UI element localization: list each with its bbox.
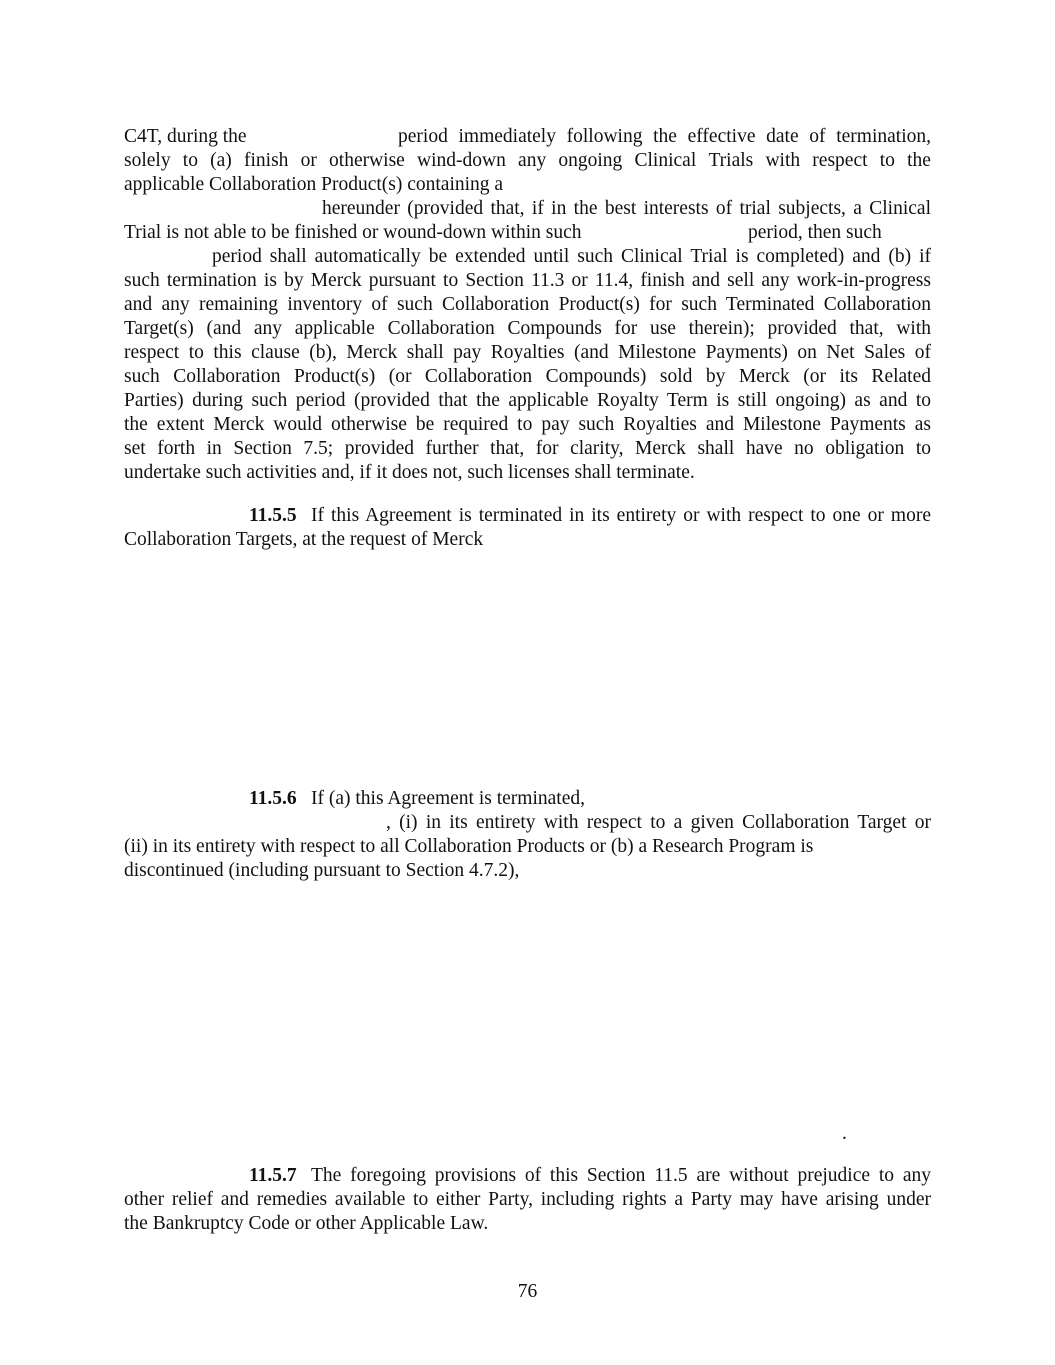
text-line: other relief and remedies available to either Party, including rights a Party may have arising under <box>124 1189 931 1210</box>
text-line: C4T, during the <box>124 126 247 147</box>
section-number: 11.5.7 <box>249 1165 297 1186</box>
word: otherwise <box>329 150 405 171</box>
word: Trials <box>708 150 754 171</box>
word: (a) <box>210 150 232 171</box>
word: the <box>907 150 931 171</box>
word: Clinical <box>634 150 697 171</box>
text-line: , (i) in its entirety with respect to a given Collaboration Target or <box>386 812 931 833</box>
text-line: the extent Merck would otherwise be required to pay such Royalties and Milestone Payments as <box>124 414 931 435</box>
text-line: and any remaining inventory of such Collaboration Product(s) for such Terminated Collaboration <box>124 294 931 315</box>
text-line: (ii) in its entirety with respect to all Collaboration Products or (b) a Research Program is <box>124 836 814 857</box>
trailing-period: . <box>842 1123 847 1144</box>
text-line: the Bankruptcy Code or other Applicable Law. <box>124 1213 489 1234</box>
text-line: If (a) this Agreement is terminated, <box>311 788 585 809</box>
text-line <box>124 149 931 173</box>
text-line: period, then such <box>748 222 882 243</box>
text-line: hereunder (provided that, if in the best interests of trial subjects, a Clinical <box>322 198 931 219</box>
word: wind-down <box>417 150 506 171</box>
section-number: 11.5.5 <box>249 505 297 526</box>
word: any <box>518 150 547 171</box>
word: ongoing <box>558 150 623 171</box>
word: finish <box>243 150 289 171</box>
section-number: 11.5.6 <box>249 788 297 809</box>
text-line: period shall automatically be extended until such Clinical Trial is completed) and (b) if <box>212 246 931 267</box>
word: respect <box>812 150 868 171</box>
text-line: undertake such activities and, if it does not, such licenses shall terminate. <box>124 462 695 483</box>
text-line: Parties) during such period (provided that the applicable Royalty Term is still ongoing) as and to <box>124 390 931 411</box>
word: solely <box>124 150 171 171</box>
word: with <box>765 150 801 171</box>
text-line: such termination is by Merck pursuant to Section 11.3 or 11.4, finish and sell any work-in-progress <box>124 270 931 291</box>
word: to <box>182 150 198 171</box>
page-number: 76 <box>517 1281 538 1302</box>
text-line: applicable Collaboration Product(s) containing a <box>124 174 504 195</box>
text-line: Collaboration Targets, at the request of Merck <box>124 529 484 550</box>
text-line: set forth in Section 7.5; provided further that, for clarity, Merck shall have no obligation to <box>124 438 931 459</box>
text-line: discontinued (including pursuant to Section 4.7.2), <box>124 860 520 881</box>
word: or <box>300 150 317 171</box>
text-line: such Collaboration Product(s) (or Collaboration Compounds) sold by Merck (or its Related <box>124 366 931 387</box>
word: to <box>879 150 895 171</box>
text-line: If this Agreement is terminated in its entirety or with respect to one or more <box>311 505 931 526</box>
text-line: Trial is not able to be finished or wound-down within such <box>124 222 582 243</box>
text-line: The foregoing provisions of this Section 11.5 are without prejudice to any <box>311 1165 931 1186</box>
text-line: period immediately following the effective date of termination, <box>398 126 931 147</box>
text-line: respect to this clause (b), Merck shall pay Royalties (and Milestone Payments) on Net Sales of <box>124 342 931 363</box>
text-line: Target(s) (and any applicable Collaboration Compounds for use therein); provided that, with <box>124 318 931 339</box>
